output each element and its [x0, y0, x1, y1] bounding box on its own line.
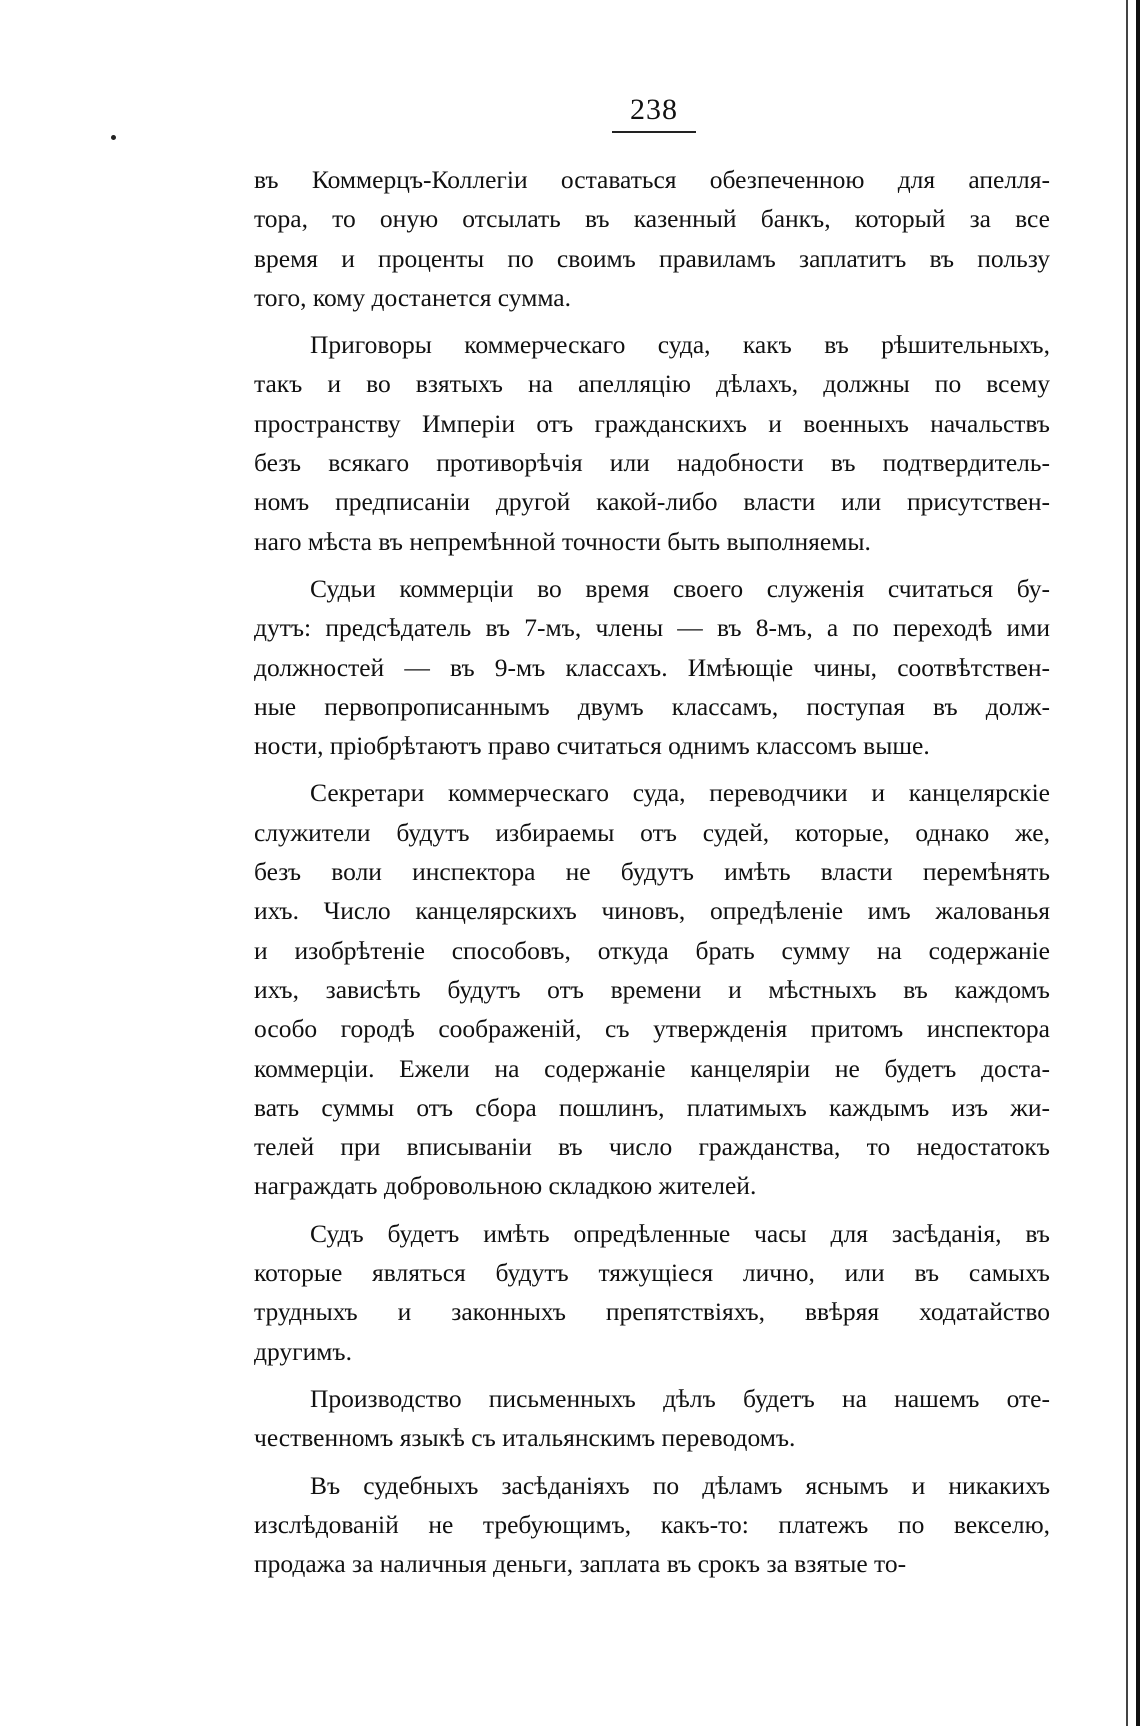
text-line: ности, пріобрѣтаютъ право считаться однимъ классомъ выше. [254, 731, 930, 761]
paragraph-p4 [254, 773, 1050, 1205]
body-text [254, 160, 1050, 1591]
paragraph-p7 [254, 1466, 1050, 1584]
text-line: коммерціи. Ежели на содержаніе канцеляріи не будетъ доста- [254, 1053, 1050, 1083]
text-line: ихъ, зависѣть будутъ отъ времени и мѣстныхъ въ каждомъ [254, 974, 1050, 1004]
text-line: Судьи коммерціи во время своего служенія считаться бу- [310, 573, 1050, 603]
paragraph-p2 [254, 325, 1050, 561]
text-line: продажа за наличныя деньги, заплата въ срокъ за взятые то- [254, 1549, 907, 1579]
text-line: Въ судебныхъ засѣданіяхъ по дѣламъ яснымъ и никакихъ [310, 1470, 1050, 1500]
text-line: Секретари коммерческаго суда, переводчики и канцелярскіе [310, 778, 1050, 808]
text-line: пространству Имперіи отъ гражданскихъ и военныхъ начальствъ [254, 408, 1050, 438]
paragraph-p1 [254, 160, 1050, 317]
page-edge-shadow [1126, 0, 1128, 1726]
paragraph-p3 [254, 569, 1050, 765]
text-line: награждать добровольною складкою жителей. [254, 1171, 757, 1201]
text-line: такъ и во взятыхъ на апелляцію дѣлахъ, должны по всему [254, 369, 1050, 399]
text-line: чественномъ языкѣ съ итальянскимъ переводомъ. [254, 1423, 796, 1453]
paragraph-p6 [254, 1379, 1050, 1458]
page-number-rule [612, 131, 696, 133]
text-line: номъ предписаніи другой какой-либо власти или присутствен- [254, 487, 1050, 517]
text-line: безъ воли инспектора не будутъ имѣть власти перемѣнять [254, 857, 1050, 887]
text-line: и изобрѣтеніе способовъ, откуда брать сумму на содержаніе [254, 935, 1050, 965]
text-line: служители будутъ избираемы отъ судей, которые, однако же, [254, 817, 1050, 847]
text-line: того, кому достанется сумма. [254, 282, 571, 312]
text-line: телей при вписываніи въ число гражданства, то недостатокъ [254, 1132, 1050, 1162]
text-line: ихъ. Число канцелярскихъ чиновъ, опредѣленіе имъ жалованья [254, 896, 1050, 926]
text-line: безъ всякаго противорѣчія или надобности въ подтвердитель- [254, 448, 1050, 478]
text-line: Приговоры коммерческаго суда, какъ въ рѣшительныхъ, [310, 330, 1050, 360]
text-line: должностей — въ 9-мъ классахъ. Имѣющіе чины, соотвѣтствен- [254, 652, 1050, 682]
text-line: наго мѣста въ непремѣнной точности быть выполняемы. [254, 526, 871, 556]
text-line: изслѣдованій не требующимъ, какъ-то: платежъ по векселю, [254, 1509, 1050, 1539]
page-number: 238 [630, 93, 678, 126]
text-line: въ Коммерцъ-Коллегіи оставаться обезпеченною для апелля- [254, 165, 1050, 194]
page-edge-line [1136, 0, 1140, 1726]
text-line: другимъ. [254, 1336, 352, 1366]
text-line: время и проценты по своимъ правиламъ заплатитъ въ пользу [254, 243, 1050, 273]
margin-mark [111, 135, 116, 140]
text-line: особо городѣ соображеній, съ утвержденія притомъ инспектора [254, 1014, 1050, 1044]
text-line: которые являться будутъ тяжущіеся лично, или въ самыхъ [254, 1258, 1050, 1288]
text-line: Судъ будетъ имѣть опредѣленные часы для засѣданія, въ [310, 1218, 1050, 1248]
text-line: дутъ: предсѣдатель въ 7-мъ, члены — въ 8-мъ, а по переходѣ ими [254, 613, 1050, 643]
text-line: Производство письменныхъ дѣлъ будетъ на нашемъ оте- [310, 1383, 1050, 1413]
text-line: трудныхъ и законныхъ препятствіяхъ, ввѣряя ходатайство [254, 1297, 1050, 1327]
text-line: ные первопрописаннымъ двумъ классамъ, поступая въ долж- [254, 691, 1050, 721]
text-line: тора, то оную отсылать въ казенный банкъ, который за все [254, 204, 1050, 234]
paragraph-p5 [254, 1214, 1050, 1371]
text-line: вать суммы отъ сбора пошлинъ, платимыхъ каждымъ изъ жи- [254, 1092, 1050, 1122]
